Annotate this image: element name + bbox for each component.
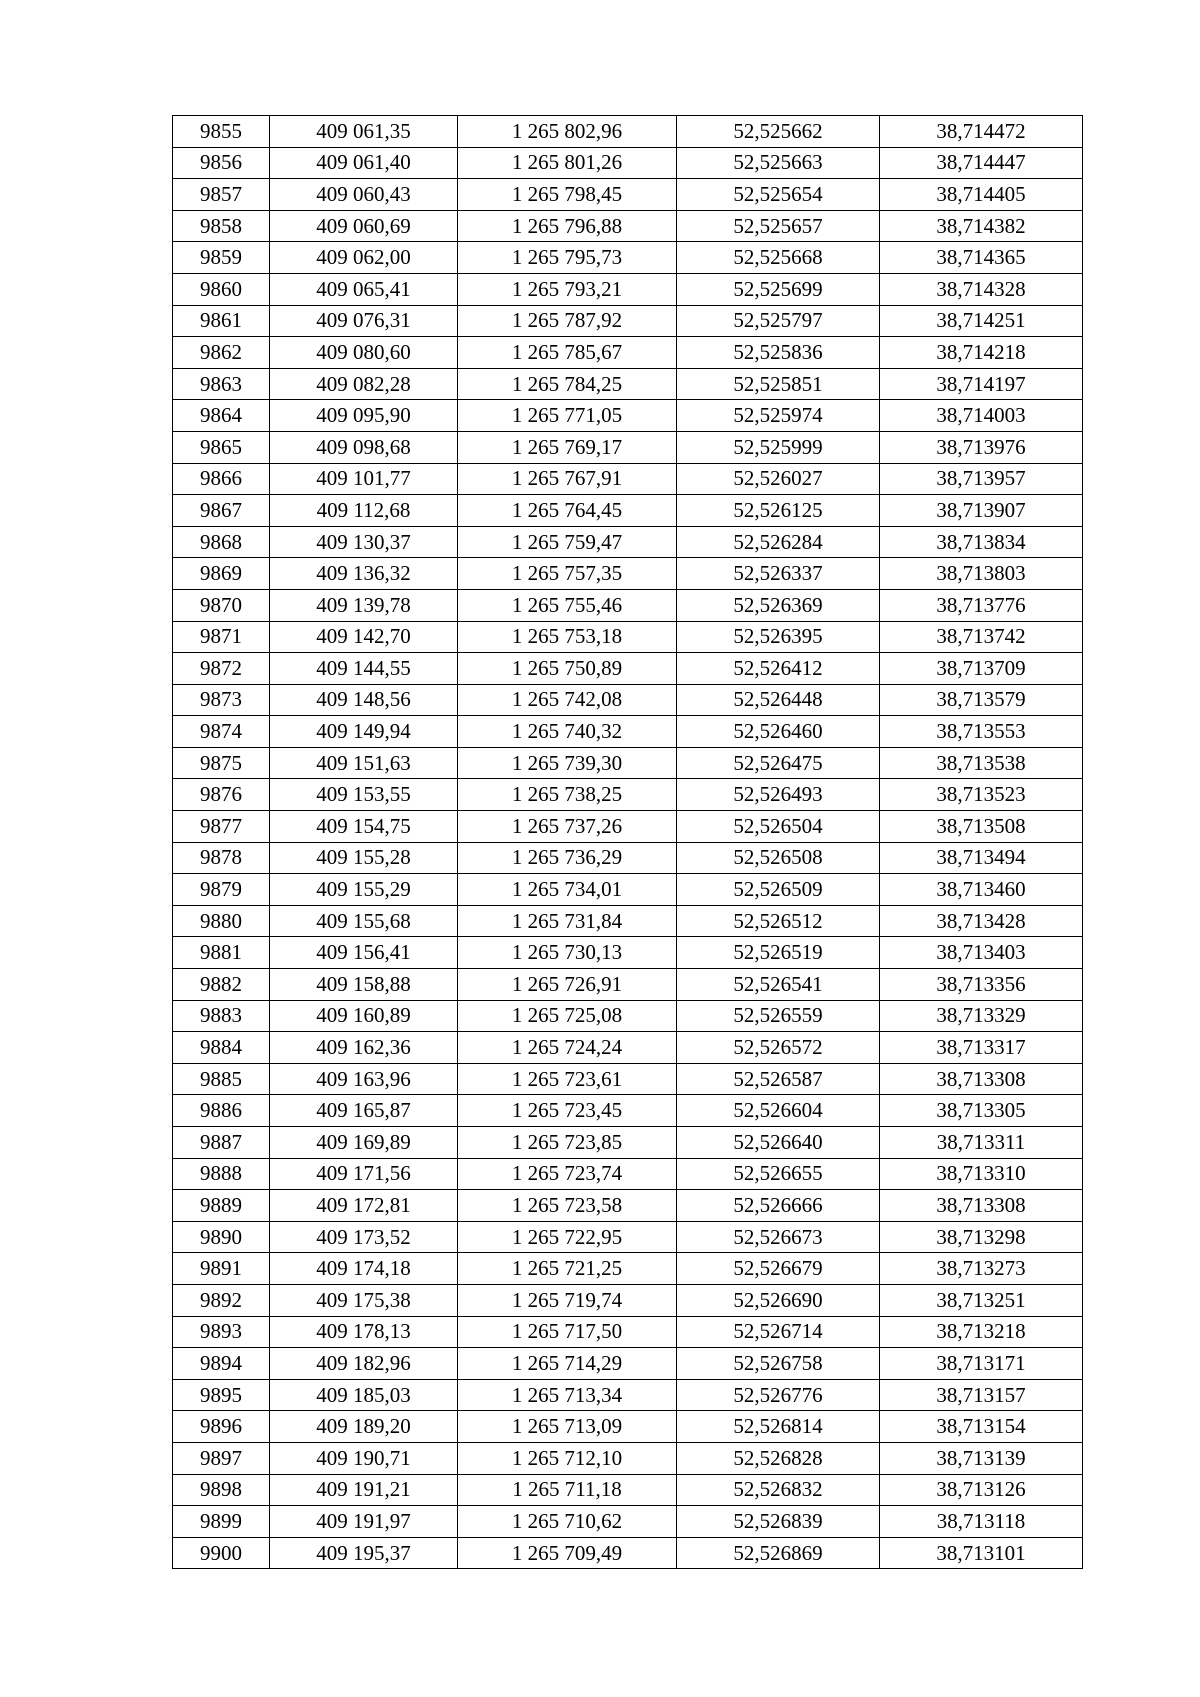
table-row (173, 716, 1083, 748)
table-row (173, 1000, 1083, 1032)
x-coordinate-cell: 409 098,68 (270, 431, 458, 463)
latitude-cell: 52,526027 (677, 463, 880, 495)
x-coordinate-cell: 409 154,75 (270, 811, 458, 843)
longitude-cell: 38,714405 (880, 179, 1083, 211)
latitude-cell: 52,526125 (677, 495, 880, 527)
longitude-cell: 38,713118 (880, 1506, 1083, 1538)
table-row (173, 779, 1083, 811)
longitude-cell: 38,713579 (880, 684, 1083, 716)
point-number-cell: 9877 (173, 811, 270, 843)
latitude-cell: 52,526776 (677, 1379, 880, 1411)
y-coordinate-cell: 1 265 723,61 (458, 1063, 677, 1095)
point-number-cell: 9856 (173, 147, 270, 179)
y-coordinate-cell: 1 265 771,05 (458, 400, 677, 432)
table-row (173, 242, 1083, 274)
y-coordinate-cell: 1 265 723,45 (458, 1095, 677, 1127)
longitude-cell: 38,714328 (880, 273, 1083, 305)
table-row (173, 937, 1083, 969)
table-row (173, 431, 1083, 463)
y-coordinate-cell: 1 265 739,30 (458, 747, 677, 779)
x-coordinate-cell: 409 191,97 (270, 1506, 458, 1538)
longitude-cell: 38,713494 (880, 842, 1083, 874)
x-coordinate-cell: 409 130,37 (270, 526, 458, 558)
x-coordinate-cell: 409 173,52 (270, 1221, 458, 1253)
x-coordinate-cell: 409 191,21 (270, 1474, 458, 1506)
y-coordinate-cell: 1 265 710,62 (458, 1506, 677, 1538)
point-number-cell: 9865 (173, 431, 270, 463)
longitude-cell: 38,713251 (880, 1284, 1083, 1316)
table-row (173, 653, 1083, 685)
latitude-cell: 52,526666 (677, 1190, 880, 1222)
y-coordinate-cell: 1 265 738,25 (458, 779, 677, 811)
longitude-cell: 38,713126 (880, 1474, 1083, 1506)
latitude-cell: 52,525797 (677, 305, 880, 337)
y-coordinate-cell: 1 265 784,25 (458, 368, 677, 400)
latitude-cell: 52,525699 (677, 273, 880, 305)
latitude-cell: 52,526604 (677, 1095, 880, 1127)
y-coordinate-cell: 1 265 714,29 (458, 1348, 677, 1380)
longitude-cell: 38,713742 (880, 621, 1083, 653)
x-coordinate-cell: 409 095,90 (270, 400, 458, 432)
latitude-cell: 52,526337 (677, 558, 880, 590)
coordinates-table (172, 115, 1083, 1569)
table-row (173, 1316, 1083, 1348)
y-coordinate-cell: 1 265 755,46 (458, 589, 677, 621)
x-coordinate-cell: 409 165,87 (270, 1095, 458, 1127)
table-row (173, 1095, 1083, 1127)
longitude-cell: 38,713803 (880, 558, 1083, 590)
latitude-cell: 52,526690 (677, 1284, 880, 1316)
y-coordinate-cell: 1 265 734,01 (458, 874, 677, 906)
latitude-cell: 52,526460 (677, 716, 880, 748)
longitude-cell: 38,713508 (880, 811, 1083, 843)
latitude-cell: 52,526572 (677, 1032, 880, 1064)
point-number-cell: 9896 (173, 1411, 270, 1443)
longitude-cell: 38,713329 (880, 1000, 1083, 1032)
table-row (173, 1537, 1083, 1569)
table-row (173, 116, 1083, 148)
table-row (173, 495, 1083, 527)
longitude-cell: 38,713305 (880, 1095, 1083, 1127)
point-number-cell: 9884 (173, 1032, 270, 1064)
table-row (173, 400, 1083, 432)
table-row (173, 273, 1083, 305)
x-coordinate-cell: 409 142,70 (270, 621, 458, 653)
longitude-cell: 38,713403 (880, 937, 1083, 969)
longitude-cell: 38,713139 (880, 1442, 1083, 1474)
longitude-cell: 38,713957 (880, 463, 1083, 495)
x-coordinate-cell: 409 061,35 (270, 116, 458, 148)
table-row (173, 1158, 1083, 1190)
latitude-cell: 52,526640 (677, 1127, 880, 1159)
y-coordinate-cell: 1 265 769,17 (458, 431, 677, 463)
x-coordinate-cell: 409 080,60 (270, 337, 458, 369)
table-row (173, 526, 1083, 558)
x-coordinate-cell: 409 061,40 (270, 147, 458, 179)
table-row (173, 1411, 1083, 1443)
point-number-cell: 9893 (173, 1316, 270, 1348)
x-coordinate-cell: 409 174,18 (270, 1253, 458, 1285)
point-number-cell: 9894 (173, 1348, 270, 1380)
coordinates-table-body (173, 116, 1083, 1569)
y-coordinate-cell: 1 265 750,89 (458, 653, 677, 685)
point-number-cell: 9860 (173, 273, 270, 305)
y-coordinate-cell: 1 265 721,25 (458, 1253, 677, 1285)
x-coordinate-cell: 409 153,55 (270, 779, 458, 811)
x-coordinate-cell: 409 062,00 (270, 242, 458, 274)
latitude-cell: 52,525851 (677, 368, 880, 400)
latitude-cell: 52,526714 (677, 1316, 880, 1348)
longitude-cell: 38,714382 (880, 210, 1083, 242)
y-coordinate-cell: 1 265 801,26 (458, 147, 677, 179)
point-number-cell: 9888 (173, 1158, 270, 1190)
x-coordinate-cell: 409 162,36 (270, 1032, 458, 1064)
longitude-cell: 38,713298 (880, 1221, 1083, 1253)
y-coordinate-cell: 1 265 724,24 (458, 1032, 677, 1064)
point-number-cell: 9878 (173, 842, 270, 874)
latitude-cell: 52,526493 (677, 779, 880, 811)
y-coordinate-cell: 1 265 787,92 (458, 305, 677, 337)
latitude-cell: 52,526509 (677, 874, 880, 906)
y-coordinate-cell: 1 265 757,35 (458, 558, 677, 590)
x-coordinate-cell: 409 151,63 (270, 747, 458, 779)
y-coordinate-cell: 1 265 726,91 (458, 969, 677, 1001)
point-number-cell: 9892 (173, 1284, 270, 1316)
table-row (173, 969, 1083, 1001)
x-coordinate-cell: 409 190,71 (270, 1442, 458, 1474)
longitude-cell: 38,713273 (880, 1253, 1083, 1285)
table-row (173, 368, 1083, 400)
longitude-cell: 38,713154 (880, 1411, 1083, 1443)
latitude-cell: 52,525662 (677, 116, 880, 148)
x-coordinate-cell: 409 163,96 (270, 1063, 458, 1095)
latitude-cell: 52,526519 (677, 937, 880, 969)
longitude-cell: 38,714003 (880, 400, 1083, 432)
x-coordinate-cell: 409 144,55 (270, 653, 458, 685)
longitude-cell: 38,713428 (880, 905, 1083, 937)
table-row (173, 589, 1083, 621)
x-coordinate-cell: 409 065,41 (270, 273, 458, 305)
y-coordinate-cell: 1 265 798,45 (458, 179, 677, 211)
y-coordinate-cell: 1 265 723,58 (458, 1190, 677, 1222)
table-row (173, 1442, 1083, 1474)
x-coordinate-cell: 409 101,77 (270, 463, 458, 495)
x-coordinate-cell: 409 139,78 (270, 589, 458, 621)
x-coordinate-cell: 409 169,89 (270, 1127, 458, 1159)
longitude-cell: 38,713553 (880, 716, 1083, 748)
latitude-cell: 52,526504 (677, 811, 880, 843)
x-coordinate-cell: 409 149,94 (270, 716, 458, 748)
latitude-cell: 52,526869 (677, 1537, 880, 1569)
point-number-cell: 9868 (173, 526, 270, 558)
latitude-cell: 52,526839 (677, 1506, 880, 1538)
point-number-cell: 9882 (173, 969, 270, 1001)
y-coordinate-cell: 1 265 711,18 (458, 1474, 677, 1506)
latitude-cell: 52,525668 (677, 242, 880, 274)
table-row (173, 874, 1083, 906)
y-coordinate-cell: 1 265 709,49 (458, 1537, 677, 1569)
point-number-cell: 9855 (173, 116, 270, 148)
x-coordinate-cell: 409 185,03 (270, 1379, 458, 1411)
latitude-cell: 52,525657 (677, 210, 880, 242)
y-coordinate-cell: 1 265 767,91 (458, 463, 677, 495)
longitude-cell: 38,713157 (880, 1379, 1083, 1411)
longitude-cell: 38,713460 (880, 874, 1083, 906)
table-row (173, 842, 1083, 874)
latitude-cell: 52,526832 (677, 1474, 880, 1506)
latitude-cell: 52,526508 (677, 842, 880, 874)
latitude-cell: 52,526559 (677, 1000, 880, 1032)
point-number-cell: 9872 (173, 653, 270, 685)
longitude-cell: 38,713356 (880, 969, 1083, 1001)
longitude-cell: 38,713976 (880, 431, 1083, 463)
point-number-cell: 9875 (173, 747, 270, 779)
table-row (173, 210, 1083, 242)
latitude-cell: 52,526541 (677, 969, 880, 1001)
x-coordinate-cell: 409 189,20 (270, 1411, 458, 1443)
point-number-cell: 9885 (173, 1063, 270, 1095)
table-row (173, 1348, 1083, 1380)
table-row (173, 905, 1083, 937)
longitude-cell: 38,714251 (880, 305, 1083, 337)
x-coordinate-cell: 409 172,81 (270, 1190, 458, 1222)
table-row (173, 1063, 1083, 1095)
latitude-cell: 52,525654 (677, 179, 880, 211)
longitude-cell: 38,713311 (880, 1127, 1083, 1159)
y-coordinate-cell: 1 265 764,45 (458, 495, 677, 527)
point-number-cell: 9867 (173, 495, 270, 527)
latitude-cell: 52,526814 (677, 1411, 880, 1443)
longitude-cell: 38,714447 (880, 147, 1083, 179)
y-coordinate-cell: 1 265 723,74 (458, 1158, 677, 1190)
latitude-cell: 52,526475 (677, 747, 880, 779)
y-coordinate-cell: 1 265 802,96 (458, 116, 677, 148)
point-number-cell: 9857 (173, 179, 270, 211)
point-number-cell: 9879 (173, 874, 270, 906)
point-number-cell: 9864 (173, 400, 270, 432)
y-coordinate-cell: 1 265 740,32 (458, 716, 677, 748)
table-row (173, 463, 1083, 495)
point-number-cell: 9889 (173, 1190, 270, 1222)
latitude-cell: 52,526828 (677, 1442, 880, 1474)
y-coordinate-cell: 1 265 753,18 (458, 621, 677, 653)
point-number-cell: 9861 (173, 305, 270, 337)
point-number-cell: 9873 (173, 684, 270, 716)
table-row (173, 621, 1083, 653)
latitude-cell: 52,526758 (677, 1348, 880, 1380)
x-coordinate-cell: 409 178,13 (270, 1316, 458, 1348)
table-row (173, 1127, 1083, 1159)
x-coordinate-cell: 409 060,43 (270, 179, 458, 211)
point-number-cell: 9900 (173, 1537, 270, 1569)
y-coordinate-cell: 1 265 725,08 (458, 1000, 677, 1032)
longitude-cell: 38,713709 (880, 653, 1083, 685)
latitude-cell: 52,525999 (677, 431, 880, 463)
table-row (173, 1474, 1083, 1506)
y-coordinate-cell: 1 265 713,34 (458, 1379, 677, 1411)
longitude-cell: 38,713218 (880, 1316, 1083, 1348)
x-coordinate-cell: 409 195,37 (270, 1537, 458, 1569)
longitude-cell: 38,713310 (880, 1158, 1083, 1190)
latitude-cell: 52,526655 (677, 1158, 880, 1190)
latitude-cell: 52,526673 (677, 1221, 880, 1253)
x-coordinate-cell: 409 156,41 (270, 937, 458, 969)
longitude-cell: 38,713907 (880, 495, 1083, 527)
x-coordinate-cell: 409 171,56 (270, 1158, 458, 1190)
latitude-cell: 52,526284 (677, 526, 880, 558)
longitude-cell: 38,713308 (880, 1190, 1083, 1222)
x-coordinate-cell: 409 155,28 (270, 842, 458, 874)
y-coordinate-cell: 1 265 722,95 (458, 1221, 677, 1253)
point-number-cell: 9897 (173, 1442, 270, 1474)
y-coordinate-cell: 1 265 793,21 (458, 273, 677, 305)
longitude-cell: 38,714197 (880, 368, 1083, 400)
y-coordinate-cell: 1 265 736,29 (458, 842, 677, 874)
point-number-cell: 9899 (173, 1506, 270, 1538)
y-coordinate-cell: 1 265 759,47 (458, 526, 677, 558)
x-coordinate-cell: 409 082,28 (270, 368, 458, 400)
point-number-cell: 9898 (173, 1474, 270, 1506)
point-number-cell: 9890 (173, 1221, 270, 1253)
point-number-cell: 9876 (173, 779, 270, 811)
table-row (173, 1284, 1083, 1316)
y-coordinate-cell: 1 265 730,13 (458, 937, 677, 969)
longitude-cell: 38,713317 (880, 1032, 1083, 1064)
x-coordinate-cell: 409 136,32 (270, 558, 458, 590)
y-coordinate-cell: 1 265 785,67 (458, 337, 677, 369)
y-coordinate-cell: 1 265 712,10 (458, 1442, 677, 1474)
point-number-cell: 9870 (173, 589, 270, 621)
point-number-cell: 9874 (173, 716, 270, 748)
point-number-cell: 9866 (173, 463, 270, 495)
table-row (173, 558, 1083, 590)
point-number-cell: 9881 (173, 937, 270, 969)
longitude-cell: 38,713834 (880, 526, 1083, 558)
table-row (173, 1506, 1083, 1538)
longitude-cell: 38,714472 (880, 116, 1083, 148)
longitude-cell: 38,713776 (880, 589, 1083, 621)
y-coordinate-cell: 1 265 737,26 (458, 811, 677, 843)
x-coordinate-cell: 409 155,29 (270, 874, 458, 906)
y-coordinate-cell: 1 265 731,84 (458, 905, 677, 937)
table-row (173, 1032, 1083, 1064)
longitude-cell: 38,714218 (880, 337, 1083, 369)
latitude-cell: 52,525836 (677, 337, 880, 369)
x-coordinate-cell: 409 155,68 (270, 905, 458, 937)
table-row (173, 1221, 1083, 1253)
point-number-cell: 9886 (173, 1095, 270, 1127)
y-coordinate-cell: 1 265 713,09 (458, 1411, 677, 1443)
point-number-cell: 9887 (173, 1127, 270, 1159)
x-coordinate-cell: 409 158,88 (270, 969, 458, 1001)
point-number-cell: 9891 (173, 1253, 270, 1285)
table-row (173, 747, 1083, 779)
y-coordinate-cell: 1 265 742,08 (458, 684, 677, 716)
latitude-cell: 52,526395 (677, 621, 880, 653)
table-row (173, 811, 1083, 843)
latitude-cell: 52,526448 (677, 684, 880, 716)
y-coordinate-cell: 1 265 723,85 (458, 1127, 677, 1159)
longitude-cell: 38,713523 (880, 779, 1083, 811)
x-coordinate-cell: 409 160,89 (270, 1000, 458, 1032)
point-number-cell: 9895 (173, 1379, 270, 1411)
longitude-cell: 38,713171 (880, 1348, 1083, 1380)
table-row (173, 147, 1083, 179)
longitude-cell: 38,713101 (880, 1537, 1083, 1569)
latitude-cell: 52,525974 (677, 400, 880, 432)
table-row (173, 305, 1083, 337)
point-number-cell: 9871 (173, 621, 270, 653)
latitude-cell: 52,526679 (677, 1253, 880, 1285)
longitude-cell: 38,713538 (880, 747, 1083, 779)
point-number-cell: 9869 (173, 558, 270, 590)
point-number-cell: 9883 (173, 1000, 270, 1032)
point-number-cell: 9859 (173, 242, 270, 274)
point-number-cell: 9863 (173, 368, 270, 400)
latitude-cell: 52,526412 (677, 653, 880, 685)
table-row (173, 684, 1083, 716)
table-row (173, 337, 1083, 369)
y-coordinate-cell: 1 265 796,88 (458, 210, 677, 242)
x-coordinate-cell: 409 060,69 (270, 210, 458, 242)
latitude-cell: 52,525663 (677, 147, 880, 179)
latitude-cell: 52,526369 (677, 589, 880, 621)
table-row (173, 179, 1083, 211)
point-number-cell: 9858 (173, 210, 270, 242)
latitude-cell: 52,526512 (677, 905, 880, 937)
y-coordinate-cell: 1 265 795,73 (458, 242, 677, 274)
longitude-cell: 38,714365 (880, 242, 1083, 274)
table-row (173, 1253, 1083, 1285)
table-row (173, 1379, 1083, 1411)
x-coordinate-cell: 409 182,96 (270, 1348, 458, 1380)
y-coordinate-cell: 1 265 719,74 (458, 1284, 677, 1316)
x-coordinate-cell: 409 076,31 (270, 305, 458, 337)
x-coordinate-cell: 409 175,38 (270, 1284, 458, 1316)
x-coordinate-cell: 409 148,56 (270, 684, 458, 716)
table-row (173, 1190, 1083, 1222)
latitude-cell: 52,526587 (677, 1063, 880, 1095)
point-number-cell: 9862 (173, 337, 270, 369)
x-coordinate-cell: 409 112,68 (270, 495, 458, 527)
longitude-cell: 38,713308 (880, 1063, 1083, 1095)
point-number-cell: 9880 (173, 905, 270, 937)
y-coordinate-cell: 1 265 717,50 (458, 1316, 677, 1348)
